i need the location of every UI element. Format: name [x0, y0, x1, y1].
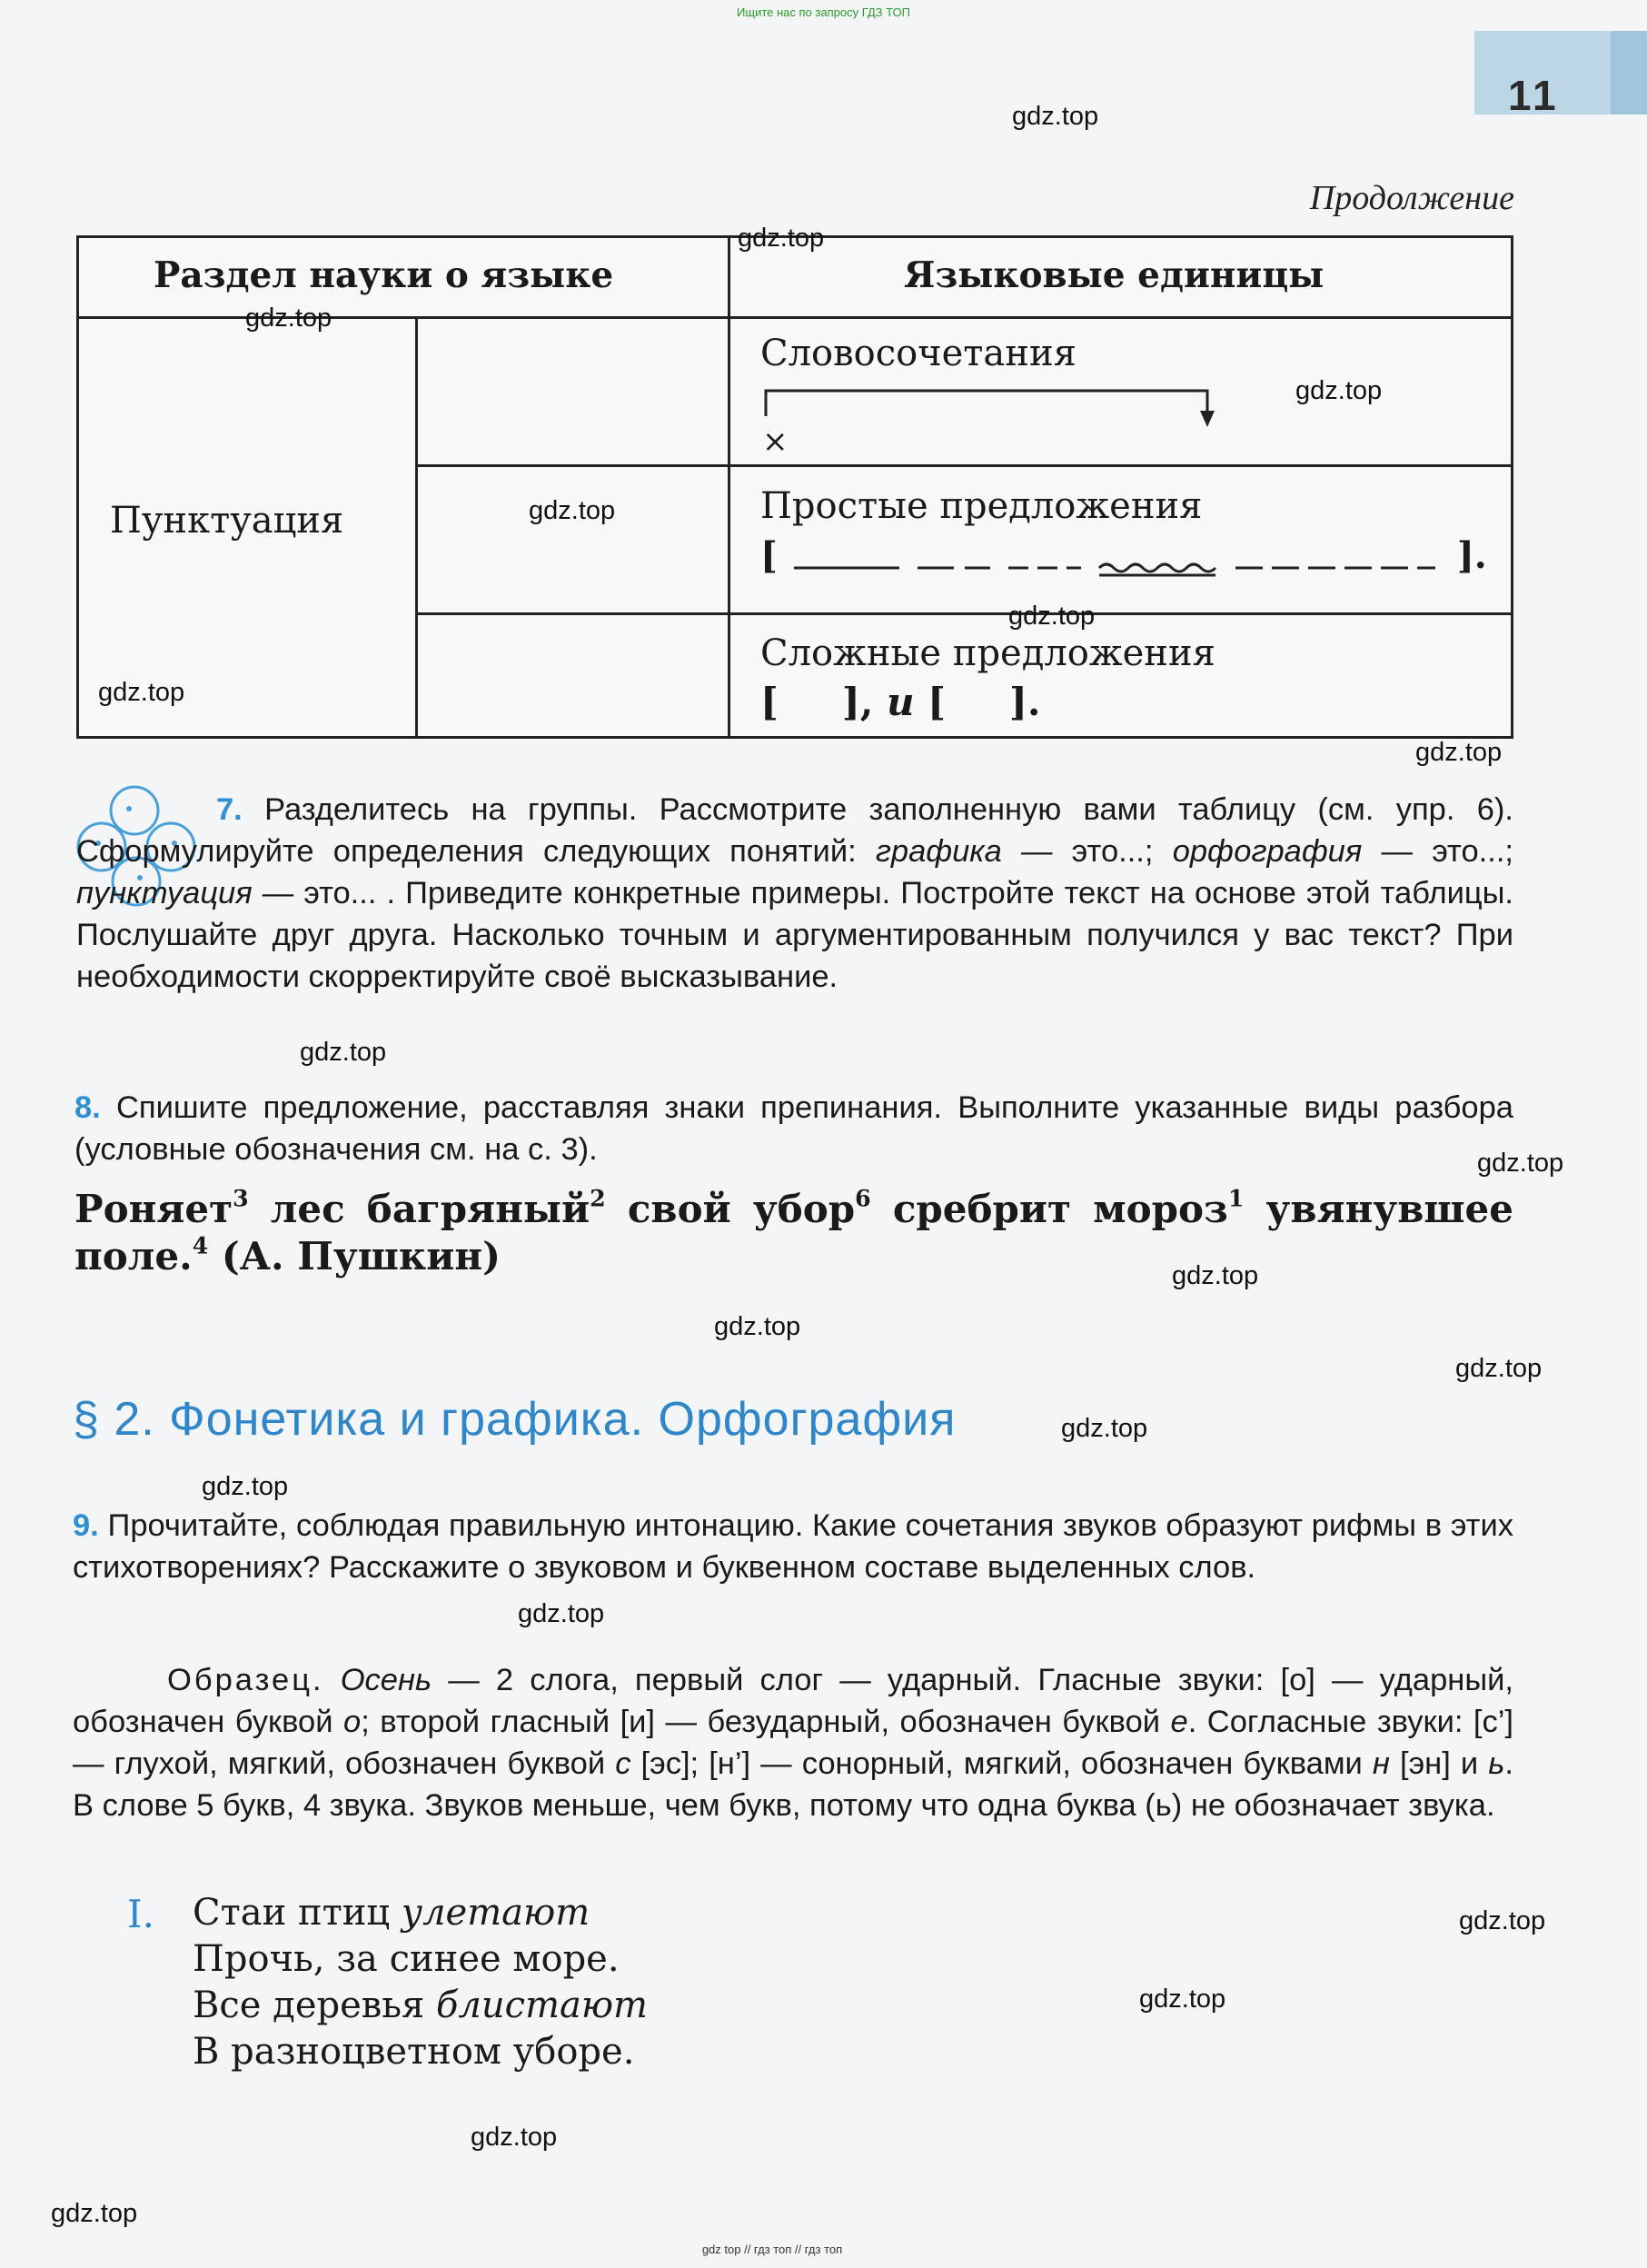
table-head-left: Раздел науки о языке	[154, 254, 614, 296]
table-row-divider-2	[415, 612, 1511, 615]
row-marker-x: ×	[762, 423, 789, 460]
parse-mark-2: 2	[590, 1184, 606, 1212]
scheme-bracket-open-1: [	[760, 680, 779, 724]
watermark: gdz.top	[1139, 1984, 1226, 2014]
scheme-bracket-close-1: ],	[841, 680, 874, 724]
exercise-7-text-1: Разделитесь на группы. Рассмотрите заполненную вами таблицу (см. упр. 6). Сформулируйте определения следующих понятий:	[76, 792, 1514, 869]
scheme-conjunction: и	[887, 680, 915, 724]
watermark: gdz.top	[300, 1038, 387, 1067]
sample-text-5: [эн] и	[1399, 1746, 1479, 1781]
page-corner-edge	[1611, 31, 1647, 114]
bottom-note: gdz top // гдз топ // гдз топ	[701, 2243, 843, 2256]
watermark: gdz.top	[1455, 1354, 1543, 1383]
row-label-simple-sentences: Простые предложения	[760, 485, 1203, 527]
watermark: gdz.top	[518, 1599, 605, 1628]
word-2: лес багряный	[270, 1187, 590, 1231]
sample-text-2: ; второй гласный [и] — безударный, обозначен буквой	[361, 1705, 1161, 1739]
exercise-7-text-4: — это... . Приведите конкретные примеры. Постройте текст на основе этой таблицы. Послушайте друг друга. Насколько точным и аргументированным получился у вас текст? При необходимости скорректируйте своё высказывание.	[76, 876, 1513, 994]
word-4: сребрит мороз	[892, 1187, 1228, 1231]
word-1: Роняет	[74, 1187, 233, 1231]
watermark: gdz.top	[738, 224, 825, 253]
parse-mark-4: 1	[1227, 1184, 1245, 1212]
watermark: gdz.top	[1477, 1149, 1564, 1178]
sample-letter-2: е	[1170, 1705, 1188, 1739]
sample-letter-5: ь	[1488, 1746, 1505, 1781]
sample-text-1: — 2 слога, первый слог — ударный. Гласные звуки: [о] — ударный, обозначен буквой	[73, 1663, 1513, 1739]
exercise-9-text: Прочитайте, соблюдая правильную интонацию. Какие сочетания звуков образуют рифмы в этих стихотворениях? Расскажите о звуковом и буквенном составе выделенных слов.	[73, 1508, 1513, 1585]
word-5: увянувшее поле.	[74, 1187, 1513, 1278]
sample-letter-1: о	[343, 1705, 362, 1739]
sample-word: Осень	[340, 1663, 432, 1697]
table-main-divider	[728, 238, 730, 736]
complex-sentence-scheme	[760, 680, 1041, 724]
sample-letter-4: н	[1372, 1746, 1390, 1781]
exercise-8-text: Спишите предложение, расставляя знаки препинания. Выполните указанные виды разбора (условные обозначения см. на с. 3).	[74, 1090, 1513, 1167]
poem	[193, 1890, 648, 2075]
poem-roman-numeral: I.	[127, 1892, 154, 1936]
parse-mark-3: 6	[855, 1184, 871, 1212]
exercise-8-number: 8.	[74, 1090, 101, 1125]
exercise-7-text-3: — это...;	[1381, 834, 1513, 869]
table-row-divider-1	[415, 464, 1511, 467]
poem-line-3: Все деревья блистают	[193, 1984, 648, 2026]
sample-text-4: [эс]; [н’] — сонорный, мягкий, обозначен буквами	[640, 1746, 1363, 1781]
exercise-7-number: 7.	[216, 792, 243, 827]
watermark: gdz.top	[1172, 1261, 1259, 1290]
exercise-8	[74, 1087, 1513, 1170]
continuation-label: Продолжение	[1309, 179, 1514, 217]
sentence-author: (А. Пушкин)	[221, 1234, 501, 1278]
top-note: Ищите нас по запросу ГДЗ ТОП	[737, 5, 910, 19]
page-number: 11	[1508, 72, 1560, 119]
watermark: gdz.top	[1295, 376, 1383, 405]
sample-text-6: . В слове 5 букв, 4 звука. Звуков меньше, чем букв, потому что одна буква (ь) не обозначает звука.	[73, 1746, 1513, 1823]
watermark: gdz.top	[529, 496, 616, 525]
poem-line-4: В разноцветном уборе.	[193, 2031, 635, 2073]
table-section-label: Пунктуация	[110, 500, 344, 542]
parse-mark-5: 4	[192, 1231, 209, 1259]
sample-text-3: . Согласные звуки: [с’] — глухой, мягкий, обозначен буквой	[73, 1705, 1513, 1781]
simple-sentence-scheme: [ ].	[760, 534, 1487, 577]
term-punctuation: пунктуация	[76, 876, 253, 910]
parse-mark-1: 3	[233, 1184, 249, 1212]
sample-analysis	[73, 1659, 1513, 1826]
watermark: gdz.top	[1012, 102, 1099, 131]
watermark: gdz.top	[202, 1472, 289, 1501]
table-sub-divider	[415, 316, 418, 736]
poem-line-2: Прочь, за синее море.	[193, 1938, 620, 1980]
watermark: gdz.top	[245, 303, 332, 333]
table-head-right: Языковые единицы	[904, 254, 1325, 296]
watermark: gdz.top	[1061, 1414, 1148, 1443]
exercise-7	[76, 789, 1513, 998]
section-title: § 2. Фонетика и графика. Орфография	[73, 1393, 957, 1446]
row-label-phrases: Словосочетания	[760, 333, 1077, 374]
word-3: свой убор	[627, 1187, 856, 1231]
phrase-link-arrow	[762, 383, 1235, 456]
scheme-bracket-open-2: [	[928, 680, 947, 724]
term-graphics: графика	[875, 834, 1002, 869]
sample-letter-3: с	[615, 1746, 631, 1781]
exercise-7-text-2: — это...;	[1020, 834, 1154, 869]
row-label-complex-sentences: Сложные предложения	[760, 632, 1215, 674]
watermark: gdz.top	[1008, 602, 1096, 631]
exercise-9-number: 9.	[73, 1508, 99, 1543]
watermark: gdz.top	[714, 1312, 801, 1341]
watermark: gdz.top	[1459, 1906, 1546, 1935]
term-orthography: орфография	[1172, 834, 1363, 869]
watermark: gdz.top	[1415, 738, 1503, 767]
watermark: gdz.top	[98, 678, 185, 707]
pushkin-sentence	[74, 1186, 1513, 1280]
watermark: gdz.top	[51, 2199, 138, 2228]
poem-line-1: Стаи птиц улетают	[193, 1892, 590, 1934]
exercise-9	[73, 1505, 1513, 1588]
sample-label: Образец.	[167, 1663, 324, 1697]
scheme-bracket-close-2: ].	[1009, 680, 1041, 724]
watermark: gdz.top	[471, 2123, 558, 2152]
